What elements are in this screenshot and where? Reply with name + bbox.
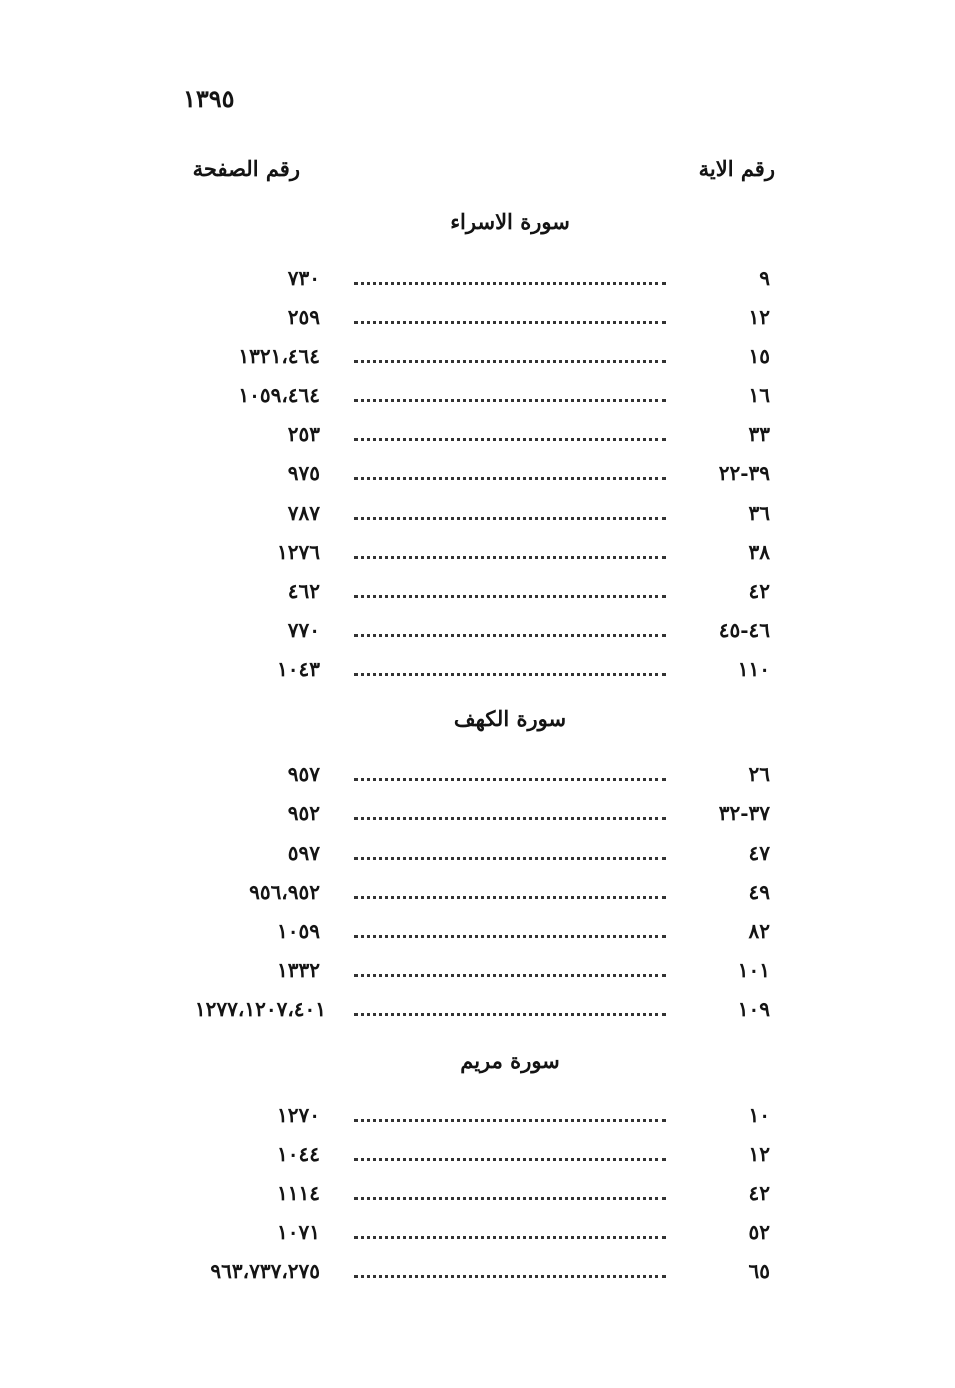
page-reference: ١٠٥٩،٤٦٤ (238, 383, 320, 407)
index-row (0, 380, 955, 410)
dot-leader (354, 896, 666, 899)
page-reference: ١٢٧٦ (277, 540, 320, 564)
index-row (0, 759, 955, 789)
page-reference: ١٢٧٧،١٢٠٧،٤٠١ (194, 997, 326, 1021)
index-row (0, 1256, 955, 1286)
page-reference: ٩٥٦،٩٥٢ (249, 880, 320, 904)
dot-leader (354, 1275, 666, 1278)
index-row (0, 1100, 955, 1130)
index-row (0, 419, 955, 449)
index-row (0, 955, 955, 985)
verse-number: ١١٠ (737, 657, 770, 681)
verse-number: ٣٣ (748, 422, 770, 446)
verse-number: ١٢ (748, 1142, 770, 1166)
verse-number: ٣٩-٢٢ (718, 461, 770, 485)
dot-leader (354, 1013, 666, 1016)
index-row (0, 994, 955, 1024)
verse-number: ٣٧-٣٢ (718, 801, 770, 825)
index-row (0, 916, 955, 946)
verse-number: ٣٨ (748, 540, 770, 564)
page-reference: ١٣٣٢ (277, 958, 320, 982)
verse-number: ٩ (759, 266, 770, 290)
dot-leader (354, 634, 666, 637)
dot-leader (354, 778, 666, 781)
page-reference: ١٠٥٩ (277, 919, 320, 943)
dot-leader (354, 974, 666, 977)
dot-leader (354, 673, 666, 676)
verse-number: ١٠٩ (737, 997, 770, 1021)
verse-number: ٢٦ (748, 762, 770, 786)
page-reference: ٩٥٢ (287, 801, 320, 825)
dot-leader (354, 321, 666, 324)
dot-leader (354, 935, 666, 938)
page-reference: ٩٦٣،٧٣٧،٢٧٥ (210, 1259, 320, 1283)
verse-number: ٦٥ (748, 1259, 770, 1283)
surah-title-kahf: سورة الكهف (453, 706, 567, 731)
index-row (0, 302, 955, 332)
index-row (0, 654, 955, 684)
index-row (0, 615, 955, 645)
page-reference: ١١١٤ (277, 1181, 320, 1205)
dot-leader (354, 1236, 666, 1239)
page-reference: ٤٦٢ (287, 579, 320, 603)
verse-number: ١٥ (748, 344, 770, 368)
dot-leader (354, 477, 666, 480)
page-column-header: رقم الصفحة (192, 156, 300, 181)
page-reference: ٢٥٩ (287, 305, 320, 329)
page-reference: ٩٧٥ (287, 461, 320, 485)
dot-leader (354, 1197, 666, 1200)
verse-column-header: رقم الاية (698, 156, 775, 181)
page-reference: ١٠٤٤ (277, 1142, 320, 1166)
index-row (0, 458, 955, 488)
verse-number: ٤٩ (748, 880, 770, 904)
dot-leader (354, 1158, 666, 1161)
page-reference: ١٠٤٣ (277, 657, 320, 681)
verse-number: ٣٦ (748, 501, 770, 525)
surah-title-isra: سورة الاسراء (450, 209, 570, 234)
page-reference: ٩٥٧ (287, 762, 320, 786)
verse-number: ١٠١ (737, 958, 770, 982)
dot-leader (354, 517, 666, 520)
dot-leader (354, 556, 666, 559)
verse-number: ١٦ (748, 383, 770, 407)
index-row (0, 1217, 955, 1247)
verse-number: ١٠ (748, 1103, 770, 1127)
page-reference: ٧٨٧ (287, 501, 320, 525)
page-reference: ١٢٧٠ (277, 1103, 320, 1127)
dot-leader (354, 595, 666, 598)
surah-title-maryam: سورة مريم (460, 1048, 560, 1073)
verse-number: ١٢ (748, 305, 770, 329)
page-reference: ٧٧٠ (287, 618, 320, 642)
index-row (0, 341, 955, 371)
verse-number: ٤٢ (748, 1181, 770, 1205)
dot-leader (354, 1119, 666, 1122)
index-row (0, 576, 955, 606)
page-number: ١٣٩٥ (183, 84, 235, 113)
dot-leader (354, 857, 666, 860)
index-row (0, 263, 955, 293)
index-row (0, 537, 955, 567)
dot-leader (354, 282, 666, 285)
dot-leader (354, 360, 666, 363)
index-row (0, 877, 955, 907)
verse-number: ٥٢ (748, 1220, 770, 1244)
verse-number: ٤٢ (748, 579, 770, 603)
page-reference: ١٠٧١ (277, 1220, 320, 1244)
verse-number: ٨٢ (748, 919, 770, 943)
dot-leader (354, 438, 666, 441)
page-reference: ٧٣٠ (287, 266, 320, 290)
page-reference: ٢٥٣ (287, 422, 320, 446)
verse-number: ٤٧ (748, 841, 770, 865)
page-reference: ١٣٢١،٤٦٤ (238, 344, 320, 368)
index-row (0, 1178, 955, 1208)
index-row (0, 1139, 955, 1169)
index-row (0, 498, 955, 528)
page-reference: ٥٩٧ (287, 841, 320, 865)
dot-leader (354, 817, 666, 820)
index-row (0, 798, 955, 828)
verse-number: ٤٦-٤٥ (718, 618, 770, 642)
dot-leader (354, 399, 666, 402)
index-row (0, 838, 955, 868)
